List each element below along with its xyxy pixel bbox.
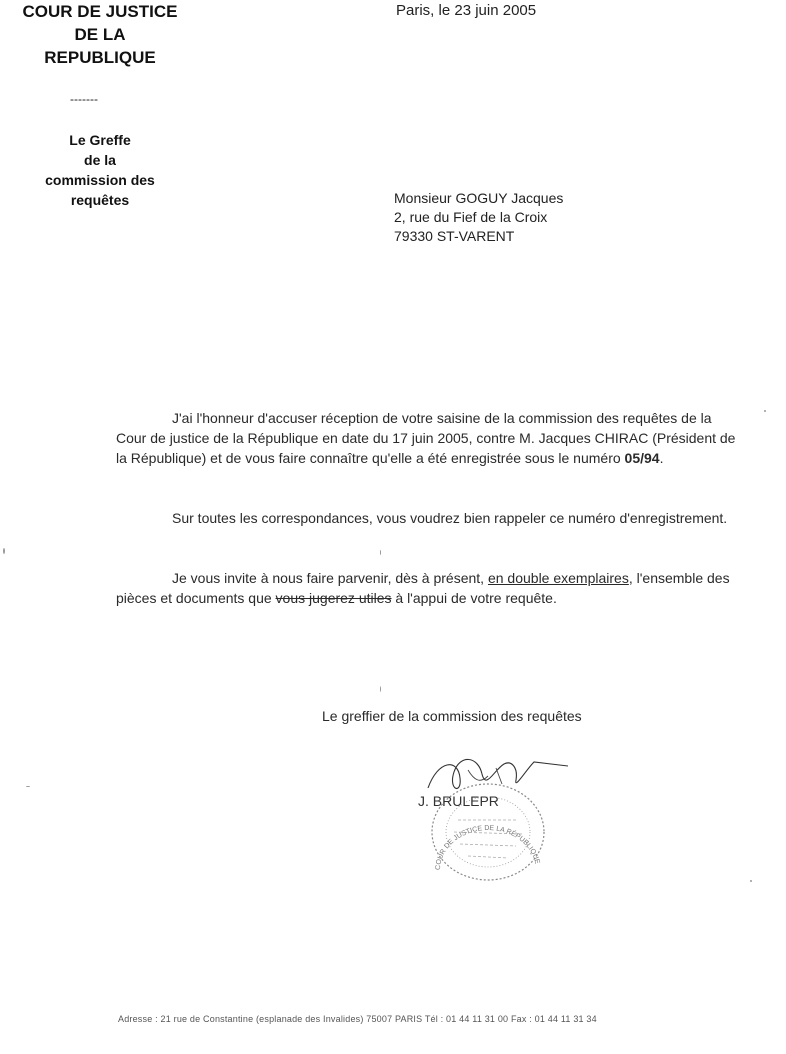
header-separator: -------: [70, 92, 98, 106]
official-stamp: [408, 740, 568, 890]
paragraph-documents: [116, 568, 736, 608]
stamp-signer-name: J. BRULEPR: [418, 793, 499, 809]
greffe-line-2: de la: [84, 152, 116, 168]
greffe-line-1: Le Greffe: [69, 132, 131, 148]
registration-number: 05/94: [624, 450, 660, 466]
footer-address: Adresse : 21 rue de Constantine (esplanade des Invalides) 75007 PARIS Tél : 01 44 11 31 00 Fax : 01 44 11 31 34: [118, 1014, 597, 1024]
scan-speck: [3, 548, 5, 554]
paragraph-3-end: à l'appui de votre requête.: [391, 590, 557, 606]
paragraph-1-end: .: [659, 450, 664, 466]
recipient-address: [394, 189, 563, 246]
greffe-block: [20, 130, 180, 210]
letter-date: Paris, le 23 juin 2005: [396, 2, 537, 19]
recipient-name: Monsieur GOGUY Jacques: [394, 190, 564, 206]
paragraph-2-text: Sur toutes les correspondances, vous voudrez bien rappeler ce numéro d'enregistrement.: [172, 510, 728, 526]
greffe-line-3: commission des: [45, 172, 155, 188]
paragraph-correspondence: [116, 508, 736, 528]
court-name-line-3: REPUBLIQUE: [44, 48, 156, 67]
underlined-phrase: en double exemplaires: [487, 570, 629, 586]
greffe-line-4: requêtes: [70, 192, 130, 208]
court-name-line-1: COUR DE JUSTICE: [22, 2, 178, 21]
stamp-ring-path-text: COUR DE JUSTICE DE LA RÉPUBLIQUE: [434, 824, 541, 871]
signature-flourish: [468, 768, 502, 784]
scan-speck: [750, 880, 752, 882]
scan-speck: [380, 686, 381, 692]
scan-speck: [380, 550, 381, 555]
scan-speck: [764, 410, 766, 412]
court-header: [0, 0, 200, 69]
court-name-line-2: DE LA: [74, 25, 126, 44]
stamp-ring-text: [435, 825, 541, 870]
recipient-street: 2, rue du Fief de la Croix: [394, 209, 548, 225]
paragraph-3-start: Je vous invite à nous faire parvenir, dès à présent,: [172, 570, 488, 586]
paragraph-acknowledgement: [116, 408, 736, 468]
paragraph-3-mid: , l'ensemble des pièces et documents que: [116, 570, 730, 606]
paragraph-1-text: J'ai l'honneur d'accuser réception de votre saisine de la commission des requêtes de la Cour de justice de la République en date du 17 juin 2005, contre M. Jacques CHIRAC (Président de la République) et de vous faire connaître qu'elle a été enregistrée sous le numéro: [116, 410, 736, 466]
scan-speck: [26, 786, 30, 787]
recipient-city: 79330 ST-VARENT: [394, 228, 515, 244]
struck-phrase: vous jugerez utiles: [275, 590, 392, 606]
signature-caption: Le greffier de la commission des requêtes: [322, 708, 582, 724]
